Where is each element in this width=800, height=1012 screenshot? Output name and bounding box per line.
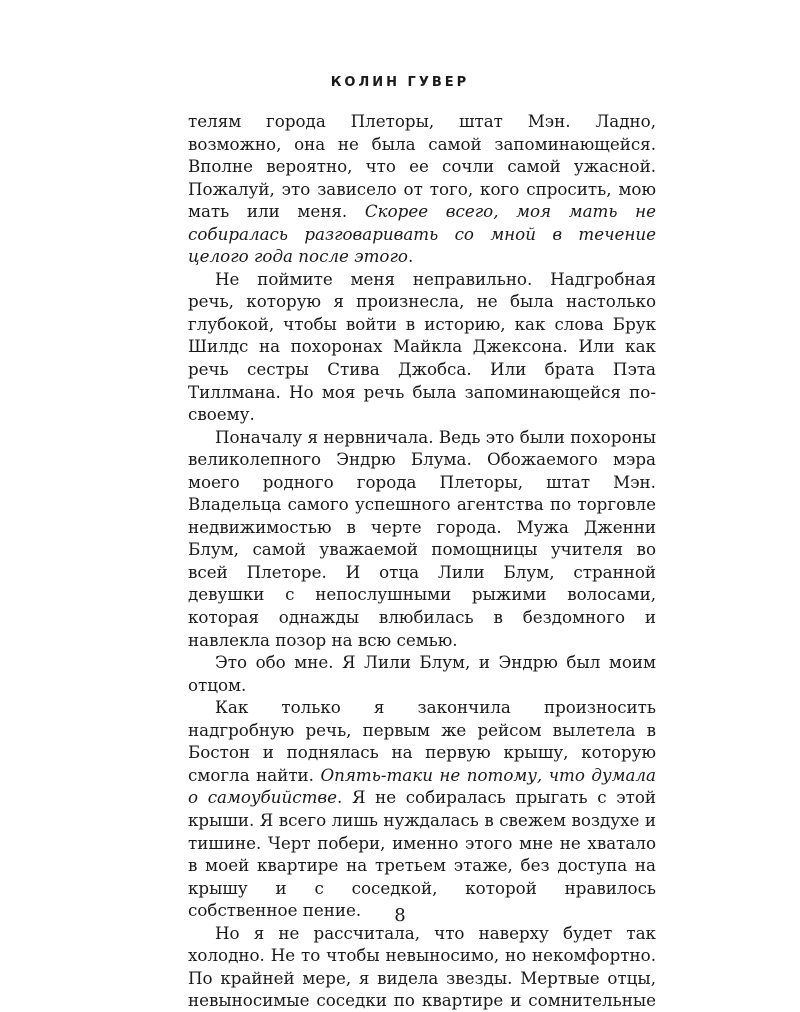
text-segment: Поначалу я нервничала. Ведь это были похороны великолепного Эндрю Блума. Обожаемого мэра моего родного города Плеторы, штат Мэн. Владельца самого успешного агентства по торговле недвижимостью в черте города. Мужа Дженни Блум, самой уважаемой помощницы учителя во всей Плеторе. И отца Лили Блум, странной девушки с непослушными рыжими волосами, которая однажды влюбилась в бездомного и навлекла позор на всю семью.: [188, 426, 656, 650]
paragraph: [188, 426, 656, 651]
italic-segment: Скорее всего, моя мать не собиралась разговаривать со мной в течение целого года после этого: [188, 201, 656, 267]
body-text: [188, 110, 656, 1012]
text-segment: Это обо мне. Я Лили Блум, и Эндрю был моим отцом.: [188, 652, 656, 695]
text-segment: Но я не рассчитала, что наверху будет так холодно. Не то чтобы невыносимо, но некомфортно. По крайней мере, я видела звезды. Мертвые отцы, невыносимые соседки по квартире и сомнительные: [188, 922, 656, 1011]
text-segment: . Я не собиралась прыгать с этой крыши. Я всего лишь нуждалась в свежем воздухе и тишине. Черт побери, именно этого мне не хватало в моей квартире на третьем этаже, без доступа на крышу и с соседкой, которой нравилось собственное пение.: [188, 787, 657, 921]
paragraph: [188, 268, 656, 426]
text-segment: Как только я закончила произносить надгробную речь, первым же рейсом вылетела в Бостон и поднялась на первую крышу, которую смогла найти.: [188, 697, 656, 785]
text-segment: Не поймите меня неправильно. Надгробная речь, которую я произнесла, не была настолько глубокой, чтобы войти в историю, как слова Брук Шилдс на похоронах Майкла Джексона. Или как речь сестры Стива Джобса. Или брата Пэта Тиллмана. Но моя речь была запоминающейся по-своему.: [188, 268, 656, 425]
text-segment: телям города Плеторы, штат Мэн. Ладно, возможно, она не была самой запоминающейся. Вполне вероятно, что ее сочли самой ужасной. Пожалуй, это зависело от того, кого спросить, мою мать или меня.: [188, 111, 656, 222]
paragraph: [188, 696, 656, 921]
paragraph: [188, 651, 656, 696]
paragraph: [188, 922, 656, 1012]
paragraph: [188, 110, 656, 268]
page-number: 8: [394, 905, 406, 926]
italic-segment: Опять-таки не потому, что думала о самоубийстве: [188, 764, 656, 808]
running-head: КОЛИН ГУВЕР: [330, 75, 470, 90]
text-segment: .: [407, 246, 414, 267]
